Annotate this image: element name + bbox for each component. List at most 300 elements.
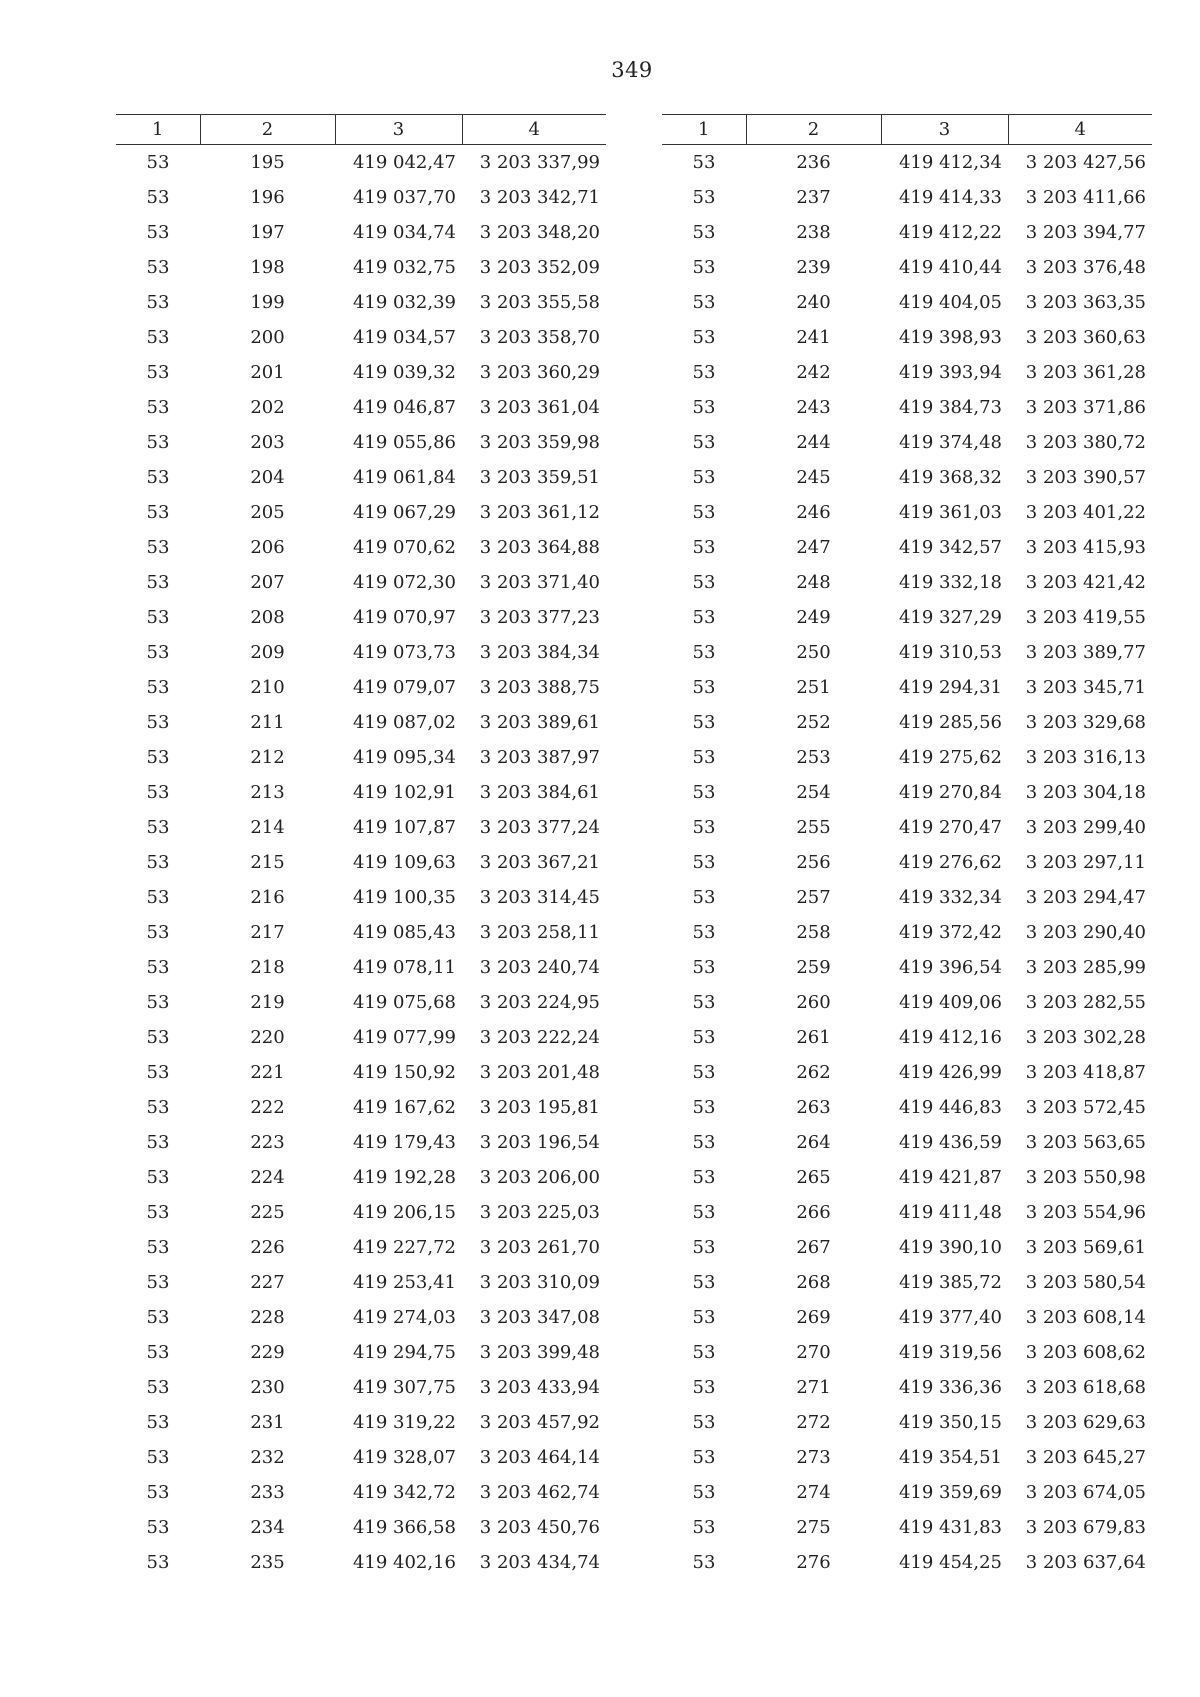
cell-point-number: 231: [250, 1412, 285, 1433]
cell-coordinate-x: 419 032,75: [352, 257, 456, 278]
cell-zone: 53: [692, 1377, 716, 1398]
cell-point-number: 229: [250, 1342, 285, 1363]
cell-coordinate-y: 3 203 563,65: [1025, 1132, 1146, 1153]
table-row: [116, 1160, 606, 1195]
cell-coordinate-y: 3 203 294,47: [1025, 887, 1146, 908]
table-row: [662, 670, 1152, 705]
cell-point-number: 217: [250, 922, 285, 943]
cell-point-number: 268: [796, 1272, 831, 1293]
cell-zone: 53: [146, 607, 170, 628]
cell-coordinate-x: 419 107,87: [352, 817, 456, 838]
cell-zone: 53: [146, 677, 170, 698]
cell-point-number: 255: [796, 817, 831, 838]
cell-zone: 53: [146, 782, 170, 803]
cell-point-number: 206: [250, 537, 285, 558]
cell-coordinate-y: 3 203 608,62: [1025, 1342, 1146, 1363]
cell-zone: 53: [692, 397, 716, 418]
coordinates-table-right: [662, 114, 1152, 1580]
cell-coordinate-x: 419 431,83: [898, 1517, 1002, 1538]
cell-coordinate-y: 3 203 224,95: [479, 992, 600, 1013]
cell-zone: 53: [692, 922, 716, 943]
cell-zone: 53: [146, 712, 170, 733]
table-row: [662, 1335, 1152, 1370]
cell-zone: 53: [692, 1482, 716, 1503]
cell-coordinate-y: 3 203 457,92: [479, 1412, 600, 1433]
table-row: [116, 355, 606, 390]
cell-zone: 53: [146, 1377, 170, 1398]
table-row: [116, 1055, 606, 1090]
cell-zone: 53: [146, 1062, 170, 1083]
cell-zone: 53: [146, 1342, 170, 1363]
cell-point-number: 246: [796, 502, 831, 523]
cell-zone: 53: [692, 1552, 716, 1573]
table-row: [116, 1545, 606, 1580]
cell-coordinate-x: 419 087,02: [352, 712, 456, 733]
cell-coordinate-x: 419 102,91: [352, 782, 456, 803]
cell-coordinate-x: 419 350,15: [898, 1412, 1002, 1433]
cell-point-number: 237: [796, 187, 831, 208]
table-row: [662, 355, 1152, 390]
cell-coordinate-x: 419 109,63: [352, 852, 456, 873]
cell-coordinate-y: 3 203 310,09: [479, 1272, 600, 1293]
table-row: [116, 1230, 606, 1265]
cell-coordinate-y: 3 203 352,09: [479, 257, 600, 278]
table-row: [116, 845, 606, 880]
cell-coordinate-y: 3 203 201,48: [479, 1062, 600, 1083]
cell-coordinate-y: 3 203 225,03: [479, 1202, 600, 1223]
cell-zone: 53: [692, 362, 716, 383]
cell-coordinate-x: 419 167,62: [352, 1097, 456, 1118]
table-row: [662, 285, 1152, 320]
cell-coordinate-y: 3 203 285,99: [1025, 957, 1146, 978]
cell-coordinate-x: 419 276,62: [898, 852, 1002, 873]
cell-coordinate-y: 3 203 337,99: [479, 152, 600, 173]
cell-point-number: 275: [796, 1517, 831, 1538]
cell-coordinate-x: 419 078,11: [352, 957, 456, 978]
cell-zone: 53: [692, 467, 716, 488]
table-row: [662, 1475, 1152, 1510]
table-row: [662, 1055, 1152, 1090]
table-row: [116, 425, 606, 460]
cell-point-number: 227: [250, 1272, 285, 1293]
table-row: [662, 565, 1152, 600]
cell-zone: 53: [146, 222, 170, 243]
cell-point-number: 233: [250, 1482, 285, 1503]
cell-coordinate-y: 3 203 261,70: [479, 1237, 600, 1258]
cell-coordinate-y: 3 203 297,11: [1025, 852, 1146, 873]
cell-point-number: 232: [250, 1447, 285, 1468]
cell-point-number: 236: [796, 152, 831, 173]
cell-point-number: 252: [796, 712, 831, 733]
cell-zone: 53: [146, 852, 170, 873]
cell-point-number: 202: [250, 397, 285, 418]
cell-coordinate-y: 3 203 377,23: [479, 607, 600, 628]
cell-coordinate-y: 3 203 572,45: [1025, 1097, 1146, 1118]
column-header-4: 4: [1008, 115, 1152, 145]
table-row: [116, 390, 606, 425]
cell-point-number: 210: [250, 677, 285, 698]
table-row: [662, 180, 1152, 215]
cell-coordinate-y: 3 203 348,20: [479, 222, 600, 243]
cell-coordinate-x: 419 055,86: [352, 432, 456, 453]
cell-coordinate-x: 419 411,48: [898, 1202, 1002, 1223]
cell-coordinate-y: 3 203 387,97: [479, 747, 600, 768]
cell-coordinate-x: 419 354,51: [898, 1447, 1002, 1468]
table-row: [116, 1125, 606, 1160]
cell-coordinate-y: 3 203 290,40: [1025, 922, 1146, 943]
cell-coordinate-x: 419 328,07: [352, 1447, 456, 1468]
cell-zone: 53: [692, 152, 716, 173]
cell-coordinate-y: 3 203 258,11: [479, 922, 600, 943]
cell-zone: 53: [692, 187, 716, 208]
cell-coordinate-x: 419 037,70: [352, 187, 456, 208]
cell-coordinate-y: 3 203 450,76: [479, 1517, 600, 1538]
column-header-2: 2: [746, 115, 881, 145]
cell-point-number: 263: [796, 1097, 831, 1118]
cell-coordinate-y: 3 203 371,86: [1025, 397, 1146, 418]
cell-point-number: 265: [796, 1167, 831, 1188]
table-row: [116, 320, 606, 355]
table-row: [116, 740, 606, 775]
table-row: [662, 145, 1152, 181]
cell-zone: 53: [146, 992, 170, 1013]
cell-zone: 53: [692, 222, 716, 243]
cell-zone: 53: [146, 432, 170, 453]
cell-coordinate-x: 419 426,99: [898, 1062, 1002, 1083]
table-row: [116, 1265, 606, 1300]
cell-point-number: 195: [250, 152, 285, 173]
cell-point-number: 216: [250, 887, 285, 908]
cell-point-number: 212: [250, 747, 285, 768]
cell-coordinate-x: 419 398,93: [898, 327, 1002, 348]
table-row: [662, 1545, 1152, 1580]
table-row: [116, 600, 606, 635]
cell-coordinate-y: 3 203 418,87: [1025, 1062, 1146, 1083]
cell-zone: 53: [692, 1062, 716, 1083]
cell-coordinate-x: 419 274,03: [352, 1307, 456, 1328]
cell-coordinate-y: 3 203 388,75: [479, 677, 600, 698]
cell-zone: 53: [692, 1412, 716, 1433]
cell-coordinate-x: 419 404,05: [898, 292, 1002, 313]
table-row: [662, 390, 1152, 425]
table-row: [662, 320, 1152, 355]
cell-zone: 53: [692, 1132, 716, 1153]
cell-coordinate-x: 419 073,73: [352, 642, 456, 663]
cell-point-number: 248: [796, 572, 831, 593]
cell-point-number: 218: [250, 957, 285, 978]
cell-coordinate-y: 3 203 240,74: [479, 957, 600, 978]
cell-zone: 53: [146, 1237, 170, 1258]
cell-zone: 53: [692, 747, 716, 768]
table-row: [116, 705, 606, 740]
cell-coordinate-x: 419 294,75: [352, 1342, 456, 1363]
cell-point-number: 271: [796, 1377, 831, 1398]
cell-coordinate-x: 419 410,44: [898, 257, 1002, 278]
cell-coordinate-x: 419 384,73: [898, 397, 1002, 418]
column-header-1: 1: [116, 115, 200, 145]
cell-coordinate-y: 3 203 637,64: [1025, 1552, 1146, 1573]
cell-point-number: 256: [796, 852, 831, 873]
cell-zone: 53: [692, 677, 716, 698]
cell-zone: 53: [692, 887, 716, 908]
cell-coordinate-y: 3 203 569,61: [1025, 1237, 1146, 1258]
cell-coordinate-x: 419 077,99: [352, 1027, 456, 1048]
cell-point-number: 270: [796, 1342, 831, 1363]
cell-point-number: 196: [250, 187, 285, 208]
cell-point-number: 228: [250, 1307, 285, 1328]
cell-point-number: 230: [250, 1377, 285, 1398]
cell-coordinate-x: 419 150,92: [352, 1062, 456, 1083]
cell-zone: 53: [146, 537, 170, 558]
cell-coordinate-x: 419 039,32: [352, 362, 456, 383]
cell-coordinate-x: 419 067,29: [352, 502, 456, 523]
table-row: [662, 530, 1152, 565]
table-row: [116, 810, 606, 845]
cell-zone: 53: [692, 1342, 716, 1363]
table-row: [116, 1335, 606, 1370]
cell-coordinate-x: 419 412,34: [898, 152, 1002, 173]
cell-coordinate-x: 419 046,87: [352, 397, 456, 418]
table-row: [116, 670, 606, 705]
cell-zone: 53: [146, 1132, 170, 1153]
table-row: [116, 530, 606, 565]
cell-point-number: 244: [796, 432, 831, 453]
cell-zone: 53: [146, 1307, 170, 1328]
cell-coordinate-x: 419 034,74: [352, 222, 456, 243]
table-row: [662, 1160, 1152, 1195]
table-row: [662, 950, 1152, 985]
table-row: [116, 1475, 606, 1510]
cell-coordinate-y: 3 203 329,68: [1025, 712, 1146, 733]
cell-coordinate-x: 419 032,39: [352, 292, 456, 313]
cell-point-number: 201: [250, 362, 285, 383]
table-body-right: [662, 145, 1152, 1581]
cell-zone: 53: [146, 642, 170, 663]
cell-zone: 53: [146, 957, 170, 978]
table-row: [116, 1440, 606, 1475]
cell-coordinate-x: 419 294,31: [898, 677, 1002, 698]
cell-point-number: 214: [250, 817, 285, 838]
cell-zone: 53: [146, 362, 170, 383]
table-row: [116, 950, 606, 985]
table-row: [116, 1510, 606, 1545]
table-row: [662, 1195, 1152, 1230]
cell-zone: 53: [692, 1447, 716, 1468]
cell-coordinate-x: 419 206,15: [352, 1202, 456, 1223]
cell-point-number: 226: [250, 1237, 285, 1258]
cell-coordinate-y: 3 203 222,24: [479, 1027, 600, 1048]
cell-coordinate-x: 419 085,43: [352, 922, 456, 943]
cell-point-number: 274: [796, 1482, 831, 1503]
table-row: [662, 845, 1152, 880]
cell-point-number: 262: [796, 1062, 831, 1083]
cell-point-number: 253: [796, 747, 831, 768]
cell-point-number: 247: [796, 537, 831, 558]
cell-coordinate-y: 3 203 363,35: [1025, 292, 1146, 313]
cell-point-number: 266: [796, 1202, 831, 1223]
table-row: [662, 495, 1152, 530]
cell-coordinate-x: 419 070,62: [352, 537, 456, 558]
cell-coordinate-x: 419 319,22: [352, 1412, 456, 1433]
cell-point-number: 249: [796, 607, 831, 628]
cell-coordinate-x: 419 414,33: [898, 187, 1002, 208]
cell-point-number: 261: [796, 1027, 831, 1048]
cell-coordinate-x: 419 402,16: [352, 1552, 456, 1573]
table-row: [662, 880, 1152, 915]
cell-coordinate-y: 3 203 380,72: [1025, 432, 1146, 453]
cell-point-number: 198: [250, 257, 285, 278]
cell-point-number: 240: [796, 292, 831, 313]
cell-coordinate-y: 3 203 367,21: [479, 852, 600, 873]
cell-coordinate-x: 419 034,57: [352, 327, 456, 348]
cell-point-number: 239: [796, 257, 831, 278]
cell-zone: 53: [146, 327, 170, 348]
cell-coordinate-y: 3 203 554,96: [1025, 1202, 1146, 1223]
table-row: [116, 1090, 606, 1125]
page-number: 349: [611, 58, 653, 82]
cell-coordinate-x: 419 454,25: [898, 1552, 1002, 1573]
cell-zone: 53: [692, 607, 716, 628]
cell-coordinate-y: 3 203 394,77: [1025, 222, 1146, 243]
cell-coordinate-y: 3 203 196,54: [479, 1132, 600, 1153]
cell-coordinate-x: 419 336,36: [898, 1377, 1002, 1398]
cell-point-number: 208: [250, 607, 285, 628]
table-row: [662, 250, 1152, 285]
cell-coordinate-y: 3 203 299,40: [1025, 817, 1146, 838]
table-row: [116, 985, 606, 1020]
cell-zone: 53: [692, 292, 716, 313]
cell-coordinate-x: 419 061,84: [352, 467, 456, 488]
cell-zone: 53: [146, 187, 170, 208]
cell-point-number: 197: [250, 222, 285, 243]
cell-point-number: 213: [250, 782, 285, 803]
cell-zone: 53: [692, 957, 716, 978]
cell-coordinate-y: 3 203 629,63: [1025, 1412, 1146, 1433]
cell-coordinate-y: 3 203 347,08: [479, 1307, 600, 1328]
cell-coordinate-x: 419 390,10: [898, 1237, 1002, 1258]
cell-point-number: 219: [250, 992, 285, 1013]
cell-coordinate-y: 3 203 411,66: [1025, 187, 1146, 208]
cell-point-number: 276: [796, 1552, 831, 1573]
table-body-left: [116, 145, 606, 1581]
cell-zone: 53: [146, 922, 170, 943]
cell-coordinate-y: 3 203 384,61: [479, 782, 600, 803]
column-header-4: 4: [462, 115, 606, 145]
cell-coordinate-x: 419 310,53: [898, 642, 1002, 663]
table-row: [662, 1020, 1152, 1055]
cell-coordinate-x: 419 377,40: [898, 1307, 1002, 1328]
table-header-row: [662, 115, 1152, 145]
cell-zone: 53: [692, 712, 716, 733]
table-row: [662, 1090, 1152, 1125]
cell-coordinate-y: 3 203 389,77: [1025, 642, 1146, 663]
cell-coordinate-y: 3 203 360,29: [479, 362, 600, 383]
cell-zone: 53: [692, 327, 716, 348]
table-row: [116, 915, 606, 950]
cell-coordinate-y: 3 203 360,63: [1025, 327, 1146, 348]
table-row: [662, 985, 1152, 1020]
cell-coordinate-x: 419 332,34: [898, 887, 1002, 908]
cell-point-number: 235: [250, 1552, 285, 1573]
table-row: [116, 495, 606, 530]
cell-point-number: 264: [796, 1132, 831, 1153]
cell-coordinate-y: 3 203 304,18: [1025, 782, 1146, 803]
table-row: [662, 1265, 1152, 1300]
cell-point-number: 272: [796, 1412, 831, 1433]
cell-coordinate-x: 419 319,56: [898, 1342, 1002, 1363]
cell-point-number: 215: [250, 852, 285, 873]
cell-coordinate-x: 419 366,58: [352, 1517, 456, 1538]
cell-coordinate-x: 419 307,75: [352, 1377, 456, 1398]
cell-zone: 53: [692, 782, 716, 803]
cell-coordinate-x: 419 359,69: [898, 1482, 1002, 1503]
cell-point-number: 234: [250, 1517, 285, 1538]
cell-coordinate-y: 3 203 345,71: [1025, 677, 1146, 698]
cell-point-number: 258: [796, 922, 831, 943]
cell-coordinate-x: 419 385,72: [898, 1272, 1002, 1293]
cell-zone: 53: [692, 432, 716, 453]
cell-coordinate-x: 419 374,48: [898, 432, 1002, 453]
cell-zone: 53: [692, 817, 716, 838]
cell-zone: 53: [692, 992, 716, 1013]
cell-coordinate-y: 3 203 679,83: [1025, 1517, 1146, 1538]
cell-coordinate-x: 419 421,87: [898, 1167, 1002, 1188]
coordinates-table-left: [116, 114, 606, 1580]
cell-coordinate-x: 419 436,59: [898, 1132, 1002, 1153]
cell-point-number: 254: [796, 782, 831, 803]
cell-point-number: 220: [250, 1027, 285, 1048]
cell-coordinate-y: 3 203 371,40: [479, 572, 600, 593]
cell-point-number: 260: [796, 992, 831, 1013]
table-row: [116, 145, 606, 181]
column-header-3: 3: [881, 115, 1008, 145]
cell-coordinate-y: 3 203 608,14: [1025, 1307, 1146, 1328]
table-row: [116, 215, 606, 250]
cell-coordinate-x: 419 342,72: [352, 1482, 456, 1503]
table-row: [662, 810, 1152, 845]
cell-coordinate-x: 419 361,03: [898, 502, 1002, 523]
table-row: [116, 180, 606, 215]
cell-coordinate-y: 3 203 434,74: [479, 1552, 600, 1573]
cell-zone: 53: [146, 1167, 170, 1188]
cell-zone: 53: [146, 887, 170, 908]
cell-coordinate-y: 3 203 550,98: [1025, 1167, 1146, 1188]
cell-zone: 53: [692, 537, 716, 558]
cell-point-number: 199: [250, 292, 285, 313]
cell-zone: 53: [692, 1272, 716, 1293]
cell-point-number: 211: [250, 712, 285, 733]
cell-coordinate-x: 419 079,07: [352, 677, 456, 698]
cell-coordinate-y: 3 203 427,56: [1025, 152, 1146, 173]
cell-zone: 53: [146, 1272, 170, 1293]
table-row: [662, 915, 1152, 950]
cell-coordinate-x: 419 446,83: [898, 1097, 1002, 1118]
cell-point-number: 245: [796, 467, 831, 488]
cell-zone: 53: [146, 292, 170, 313]
cell-coordinate-x: 419 192,28: [352, 1167, 456, 1188]
cell-point-number: 257: [796, 887, 831, 908]
cell-zone: 53: [146, 502, 170, 523]
cell-zone: 53: [692, 1517, 716, 1538]
cell-coordinate-y: 3 203 389,61: [479, 712, 600, 733]
table-row: [662, 1125, 1152, 1160]
cell-coordinate-x: 419 179,43: [352, 1132, 456, 1153]
cell-zone: 53: [692, 1097, 716, 1118]
cell-zone: 53: [692, 1237, 716, 1258]
cell-point-number: 224: [250, 1167, 285, 1188]
cell-zone: 53: [692, 257, 716, 278]
cell-coordinate-x: 419 070,97: [352, 607, 456, 628]
